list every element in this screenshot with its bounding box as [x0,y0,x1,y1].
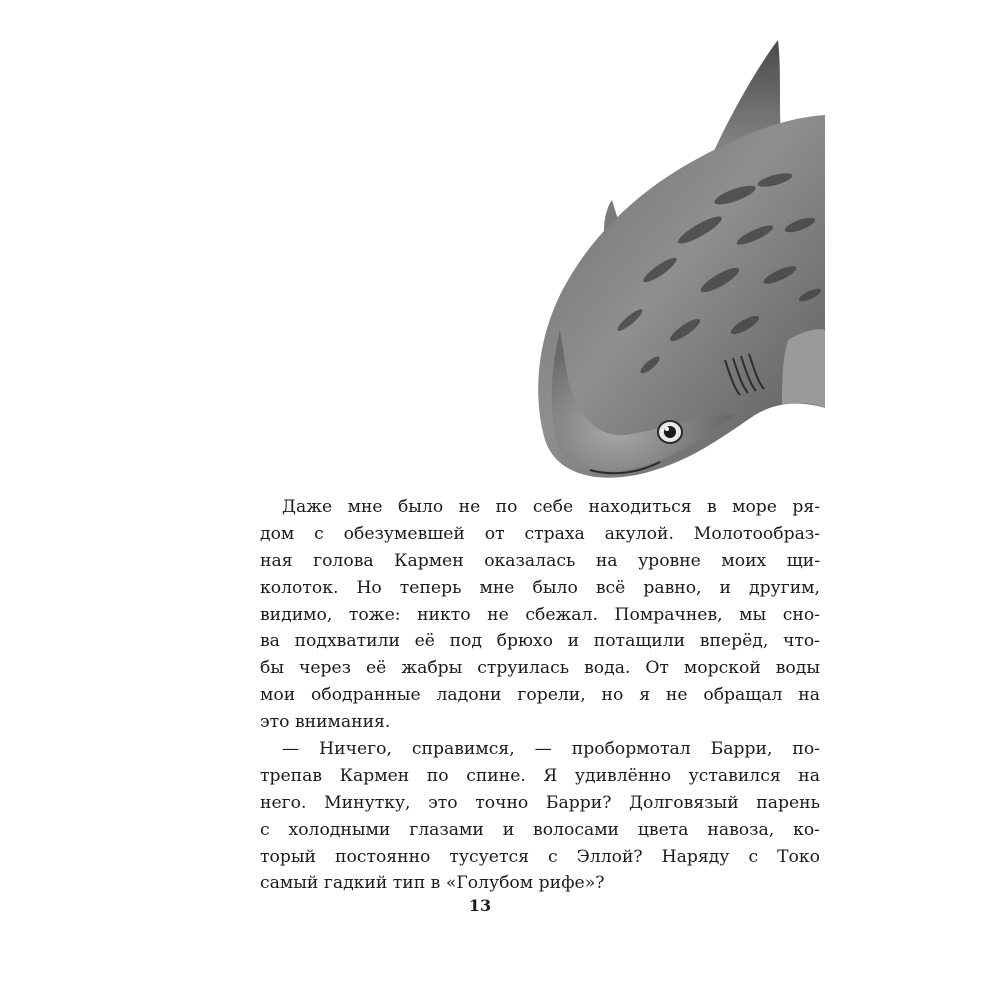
text-line: видимо, тоже: никто не сбежал. Помрачнев, мы сно- [260,604,820,625]
shark-illustration [520,30,825,490]
text-line: — Ничего, справимся, — пробормотал Барри, по- [282,739,820,760]
text-line: ная голова Кармен оказалась на уровне моих щи- [260,550,820,571]
page-number: 13 [468,896,492,915]
text-line: это внимания. [260,712,391,733]
pectoral-fin [782,329,825,408]
body-text [260,494,820,897]
text-line: бы через её жабры струилась вода. От морской воды [260,658,820,679]
text-line: мои ободранные ладони горели, но я не обращал на [260,685,820,706]
text-line: торый постоянно тусуется с Эллой? Наряду с Токо [260,846,820,867]
text-line: дом с обезумевшей от страха акулой. Молотообраз- [260,523,820,544]
text-line: трепав Кармен по спине. Я удивлённо уставился на [260,765,820,786]
text-line: Даже мне было не по себе находиться в море ря- [282,497,820,517]
text-line: самый гадкий тип в «Голубом рифе»? [260,873,605,894]
text-line: с холодными глазами и волосами цвета навоза, ко- [260,819,820,840]
text-line: колоток. Но теперь мне было всё равно, и другим, [260,577,820,598]
text-line: него. Минутку, это точно Барри? Долговязый парень [260,792,820,813]
text-line: ва подхватили её под брюхо и потащили вперёд, что- [260,631,820,652]
eye-icon [658,421,682,443]
